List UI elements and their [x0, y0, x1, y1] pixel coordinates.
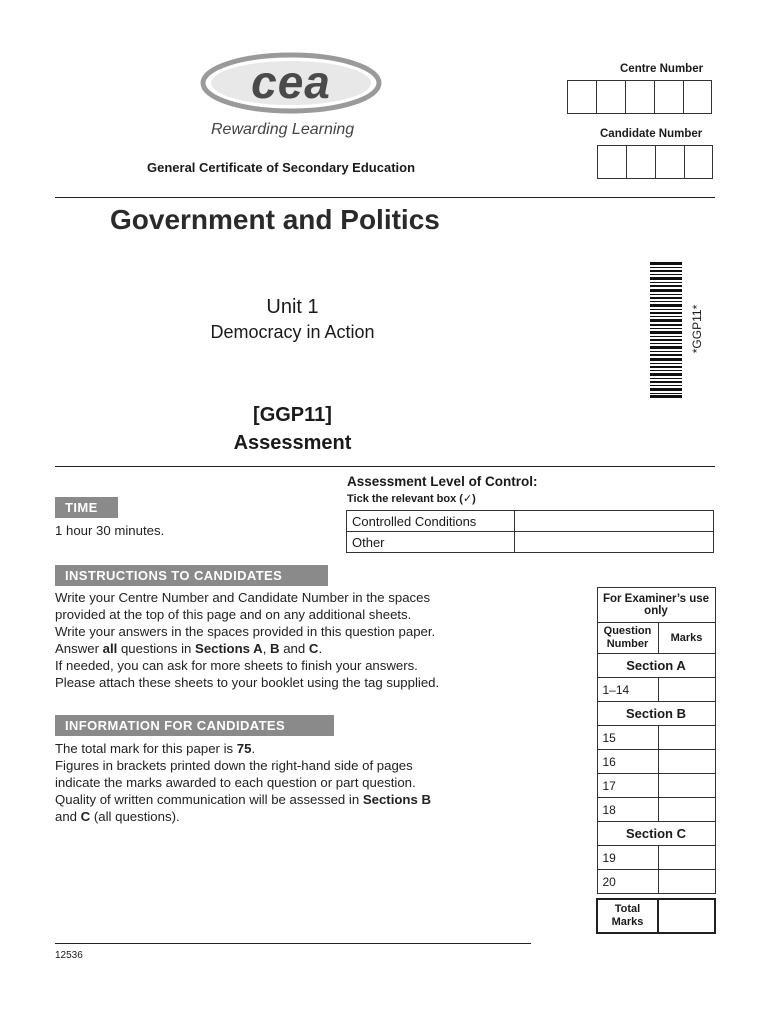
barcode-icon — [650, 262, 682, 398]
instructions-label: INSTRUCTIONS TO CANDIDATES — [55, 565, 328, 586]
paper-type: Assessment — [233, 432, 352, 454]
control-row — [347, 532, 714, 553]
footer-code: 12536 — [55, 950, 83, 961]
instruction-line: Write your Centre Number and Candidate Number in the spaces — [55, 590, 431, 605]
control-subheading: Tick the relevant box (✓) — [347, 493, 476, 505]
instruction-line: Write your answers in the spaces provided in this question paper. — [55, 624, 436, 639]
information-text — [55, 740, 575, 825]
section-c-heading: Section C — [597, 822, 715, 846]
information-line: Figures in brackets printed down the right-hand side of pages — [55, 758, 413, 773]
marks-cell[interactable] — [658, 750, 715, 774]
information-label: INFORMATION FOR CANDIDATES — [55, 715, 334, 736]
question-number-cell: 17 — [597, 774, 658, 798]
barcode — [650, 262, 682, 398]
total-marks-label: Total Marks — [597, 899, 658, 933]
section-b-heading: Section B — [597, 702, 715, 726]
subject-title: Government and Politics — [110, 204, 440, 235]
marks-cell[interactable] — [658, 846, 715, 870]
question-number-cell: 20 — [597, 870, 658, 894]
divider-top — [55, 197, 715, 198]
control-table — [346, 510, 714, 553]
control-option-label: Other — [347, 532, 515, 553]
section-a-heading: Section A — [597, 654, 715, 678]
candidate-number-label: Candidate Number — [600, 128, 703, 140]
marks-cell[interactable] — [658, 726, 715, 750]
question-number-cell: 18 — [597, 798, 658, 822]
qualification: General Certificate of Secondary Education — [147, 160, 416, 175]
information-line: Quality of written communication will be assessed in Sections B — [55, 792, 431, 807]
tagline: Rewarding Learning — [211, 121, 355, 138]
control-row — [347, 511, 714, 532]
centre-number-label: Centre Number — [620, 63, 704, 75]
information-line: and C (all questions). — [55, 809, 180, 824]
centre-number-boxes[interactable] — [567, 80, 712, 114]
marks-cell[interactable] — [658, 798, 715, 822]
paper-code: [GGP11] — [253, 404, 332, 426]
cea-logo — [200, 52, 382, 114]
divider-mid — [55, 466, 715, 467]
time-value: 1 hour 30 minutes. — [55, 523, 165, 538]
divider-footer — [55, 943, 531, 944]
instruction-line: provided at the top of this page and on any additional sheets. — [55, 607, 412, 622]
question-number-cell: 1–14 — [597, 678, 658, 702]
question-number-header: Question Number — [597, 623, 658, 654]
information-line: The total mark for this paper is 75. — [55, 741, 256, 756]
examiner-table — [596, 587, 716, 934]
information-line: indicate the marks awarded to each question or part question. — [55, 775, 416, 790]
question-number-cell: 19 — [597, 846, 658, 870]
question-number-cell: 16 — [597, 750, 658, 774]
marks-cell[interactable] — [658, 870, 715, 894]
unit-name: Democracy in Action — [210, 322, 375, 342]
marks-cell[interactable] — [658, 774, 715, 798]
examiner-heading: For Examiner’s use only — [597, 588, 715, 623]
unit-number: Unit 1 — [266, 296, 319, 318]
time-label: TIME — [55, 497, 118, 518]
instruction-line: Please attach these sheets to your booklet using the tag supplied. — [55, 675, 440, 690]
control-heading: Assessment Level of Control: — [347, 474, 538, 489]
control-option-label: Controlled Conditions — [347, 511, 515, 532]
instructions-text — [55, 589, 575, 691]
marks-cell[interactable] — [658, 678, 715, 702]
candidate-number-boxes[interactable] — [597, 145, 713, 179]
control-tick-box[interactable] — [515, 511, 714, 532]
marks-header: Marks — [658, 623, 715, 654]
instruction-line: Answer all questions in Sections A, B and C. — [55, 641, 323, 656]
logo-text: cea — [251, 56, 331, 108]
total-marks-cell[interactable] — [658, 899, 715, 933]
control-tick-box[interactable] — [515, 532, 714, 553]
barcode-text: *GGP11* — [690, 304, 704, 354]
question-number-cell: 15 — [597, 726, 658, 750]
instruction-line: If needed, you can ask for more sheets to finish your answers. — [55, 658, 418, 673]
